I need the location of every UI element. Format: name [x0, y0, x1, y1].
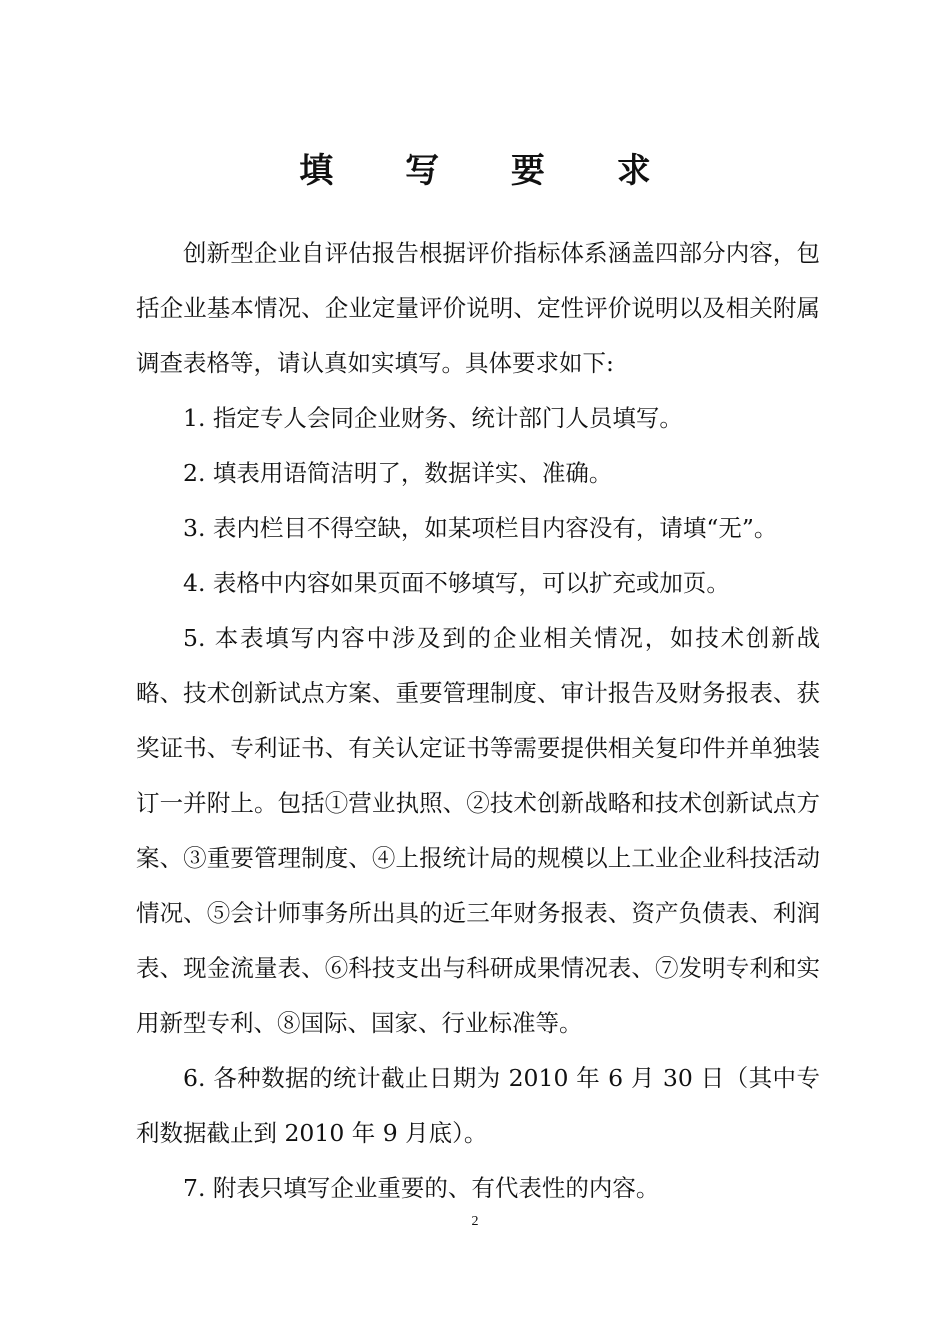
requirement-item-1: 1. 指定专人会同企业财务、统计部门人员填写。 [183, 404, 683, 432]
requirement-item-2: 2. 填表用语简洁明了，数据详实、准确。 [183, 459, 613, 487]
requirement-item-4: 4. 表格中内容如果页面不够填写，可以扩充或加页。 [183, 569, 730, 597]
requirement-item-3: 3. 表内栏目不得空缺，如某项栏目内容没有，请填“无”。 [183, 514, 778, 542]
requirement-item-5: 5. 本表填写内容中涉及到的企业相关情况，如技术创新战略、技术创新试点方案、重要管理制度、审计报告及财务报表、获奖证书、专利证书、有关认定证书等需要提供相关复印件并单独装订一并附上。包括①营业执照、②技术创新战略和技术创新试点方案、③重要管理制度、④上报统计局的规模以上工业企业科技活动情况、⑤会计师事务所出具的近三年财务报表、资产负债表、利润表、现金流量表、⑥科技支出与科研成果情况表、⑦发明专利和实用新型专利、⑧国际、国家、行业标准等。 [136, 624, 820, 1037]
requirement-item-7: 7. 附表只填写企业重要的、有代表性的内容。 [183, 1174, 660, 1202]
page-number: 2 [471, 1214, 479, 1229]
instructions-body [136, 226, 820, 1216]
requirement-item-6: 6. 各种数据的统计截止日期为 2010 年 6 月 30 日（其中专利数据截止到 2010 年 9 月底）。 [136, 1064, 820, 1147]
intro-paragraph: 创新型企业自评估报告根据评价指标体系涵盖四部分内容，包括企业基本情况、企业定量评价说明、定性评价说明以及相关附属调查表格等，请认真如实填写。具体要求如下: [136, 239, 820, 377]
page-title: 填 写 要 求 [299, 151, 681, 191]
